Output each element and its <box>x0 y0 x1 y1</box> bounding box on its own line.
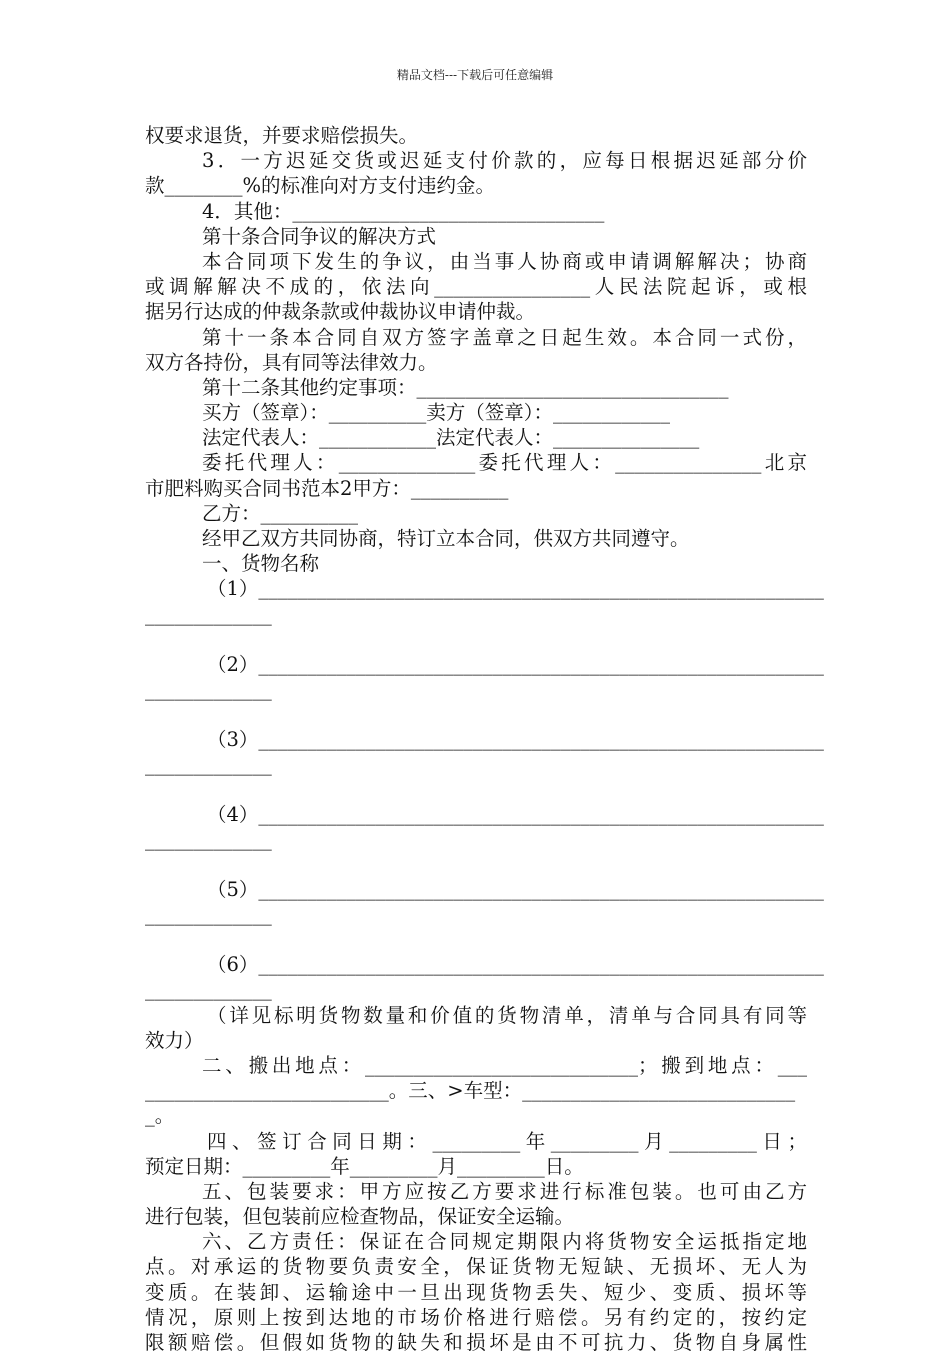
text-line: 进行包装，但包装前应检查物品，保证安全运输。 <box>145 1205 575 1229</box>
text-line: 预定日期：_________年_________月_________日。 <box>145 1154 584 1178</box>
blank-spacer <box>145 777 807 802</box>
text-line: 四、签订合同日期：_________年_________月_________日； <box>207 1129 807 1153</box>
text-line: 权要求退货，并要求赔偿损失。 <box>145 124 419 147</box>
text-line: 据另行达成的仲裁条款或仲裁协议申请仲裁。 <box>145 300 536 324</box>
text-line: 限额赔偿。但假如货物的缺失和损坏是由不可抗力、货物自身属性 <box>145 1331 807 1355</box>
text-line: 双方各持份，具有同等法律效力。 <box>145 350 438 374</box>
text-line: 六、乙方责任：保证在合同规定期限内将货物安全运抵指定地 <box>202 1230 807 1254</box>
blank-spacer <box>145 927 807 952</box>
text-line: 情况，原则上按到达地的市场价格进行赔偿。另有约定的，按约定 <box>145 1305 807 1329</box>
text-line: _____________ <box>145 828 272 852</box>
text-line: 或调解解决不成的，依法向________________人民法院起诉，或根 <box>145 275 807 299</box>
text-line: 变质。在装卸、运输途中一旦出现货物丢失、短少、变质、损坏等 <box>145 1280 807 1304</box>
text-line: 4．其他：________________________________ <box>202 199 605 223</box>
text-line: 市肥料购买合同书范本2甲方：__________ <box>145 476 509 500</box>
text-line: _____________ <box>145 903 272 927</box>
text-line: 乙方：__________ <box>202 501 359 525</box>
text-line: 五、包装要求：甲方应按乙方要求进行标准包装。也可由乙方 <box>202 1179 807 1203</box>
text-line: 二、搬出地点：____________________________；搬到地点：___ <box>202 1053 807 1077</box>
text-line: 一、货物名称 <box>202 552 320 576</box>
text-line: 点。对承运的货物要负责安全，保证货物无短缺、无损坏、无人为 <box>145 1255 807 1279</box>
text-line: _____________ <box>145 752 272 776</box>
text-line: （1）__________________________________________________________ <box>207 577 824 601</box>
text-line: _____________ <box>145 602 272 626</box>
text-line: （3）__________________________________________________________ <box>207 727 824 751</box>
text-line: _________________________。三、>车型：____________________________ <box>145 1079 796 1103</box>
text-line: _____________ <box>145 978 272 1002</box>
text-line: 第十条合同争议的解决方式 <box>202 224 437 248</box>
text-line: （2）__________________________________________________________ <box>207 652 824 676</box>
text-line: 委托代理人：______________委托代理人：_______________北京 <box>202 451 807 475</box>
text-line: 3．一方迟延交货或迟延支付价款的，应每日根据迟延部分价 <box>202 149 807 173</box>
text-line: _____________ <box>145 677 272 701</box>
text-line: 效力） <box>145 1028 204 1052</box>
text-line: 第十一条本合同自双方签字盖章之日起生效。本合同一式份， <box>202 325 807 349</box>
text-line: （4）__________________________________________________________ <box>207 802 824 826</box>
blank-spacer <box>145 627 807 652</box>
text-line: （6）__________________________________________________________ <box>207 953 824 977</box>
text-line: 第十二条其他约定事项：________________________________ <box>202 375 729 399</box>
text-line: （详见标明货物数量和价值的货物清单，清单与合同具有同等 <box>207 1003 807 1027</box>
text-line: 经甲乙双方共同协商，特订立本合同，供双方共同遵守。 <box>202 527 690 550</box>
text-line: 买方（签章）：__________卖方（签章）：____________ <box>202 401 671 425</box>
page-header: 精品文档---下载后可任意编辑 <box>396 68 554 82</box>
blank-spacer <box>145 702 807 727</box>
text-line: 本合同项下发生的争议，由当事人协商或申请调解解决；协商 <box>202 249 807 273</box>
text-line: （5）__________________________________________________________ <box>207 878 824 902</box>
text-line: _。 <box>145 1104 175 1128</box>
text-line: 款________%的标准向对方支付违约金。 <box>145 174 496 198</box>
document-body <box>145 123 824 1355</box>
blank-spacer <box>145 852 807 877</box>
text-line: 法定代表人：____________法定代表人：_______________ <box>202 426 700 450</box>
